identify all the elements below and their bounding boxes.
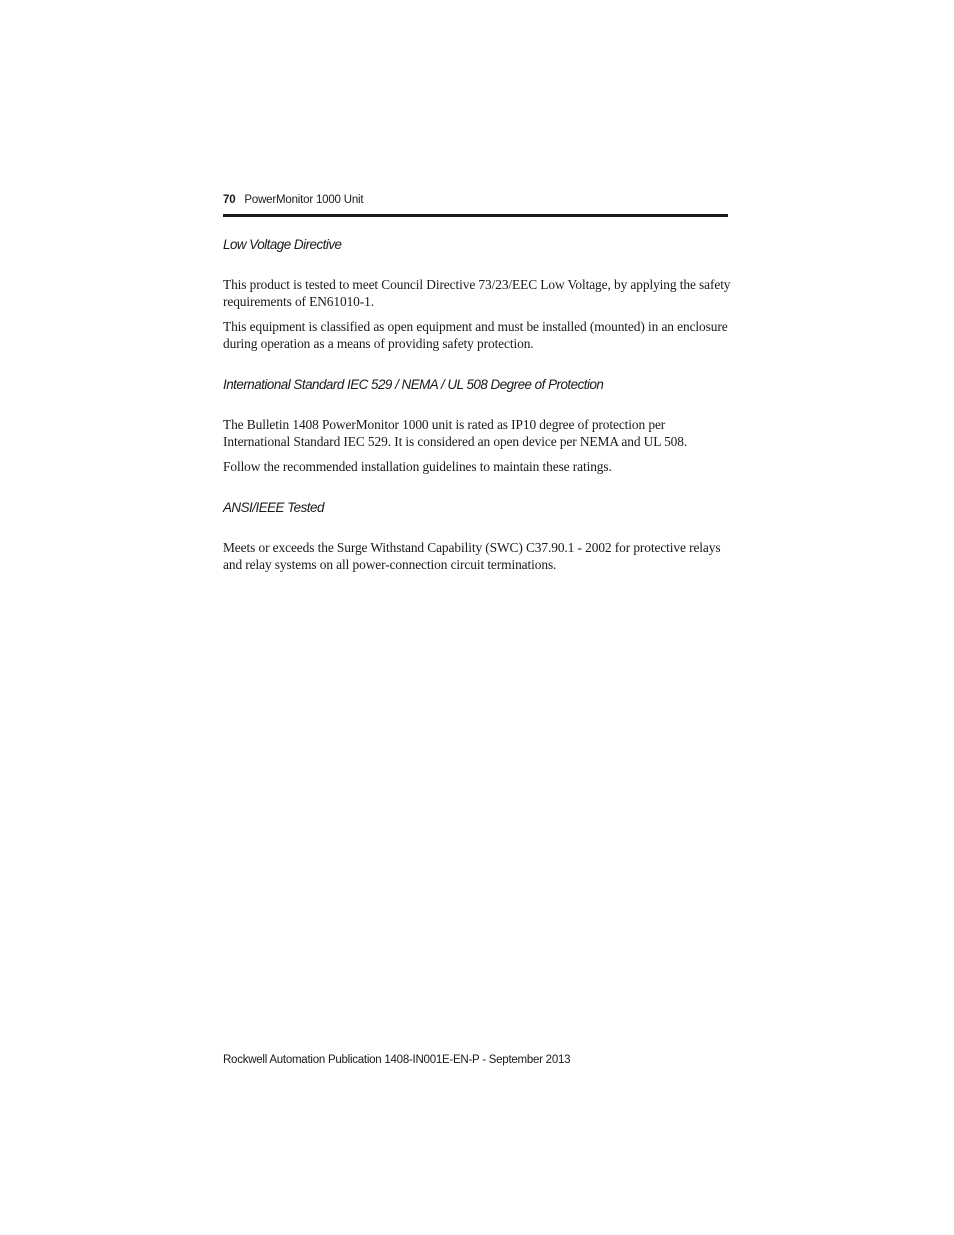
section-heading: Low Voltage Directive: [223, 237, 342, 252]
section-heading: International Standard IEC 529 / NEMA / UL 508 Degree of Protection: [223, 377, 604, 393]
paragraph: Meets or exceeds the Surge Withstand Capability (SWC) C37.90.1 - 2002 for protective relays and relay systems on all power-connection circuit terminations.: [223, 540, 721, 573]
header-title: PowerMonitor 1000 Unit: [244, 194, 364, 206]
paragraph: The Bulletin 1408 PowerMonitor 1000 unit is rated as IP10 degree of protection per International Standard IEC 529. It is considered an open device per NEMA and UL 508.: [223, 417, 688, 450]
section-low-voltage-directive: [223, 236, 733, 352]
section-ansi-ieee-tested: [223, 499, 733, 574]
page-number: 70: [223, 194, 236, 206]
page-footer: Rockwell Automation Publication 1408-IN001E-EN-P - September 2013: [223, 1054, 571, 1066]
page-content: [223, 236, 733, 598]
paragraph: Follow the recommended installation guidelines to maintain these ratings.: [223, 458, 612, 474]
section-heading: ANSI/IEEE Tested: [223, 500, 324, 516]
page-header: [223, 193, 728, 207]
section-degree-of-protection: [223, 376, 733, 475]
header-rule: [223, 214, 728, 217]
paragraph: This equipment is classified as open equipment and must be installed (mounted) in an enclosure during operation as a means of providing safety protection.: [223, 318, 728, 351]
paragraph: This product is tested to meet Council Directive 73/23/EEC Low Voltage, by applying the safety requirements of EN61010-1.: [223, 277, 731, 310]
